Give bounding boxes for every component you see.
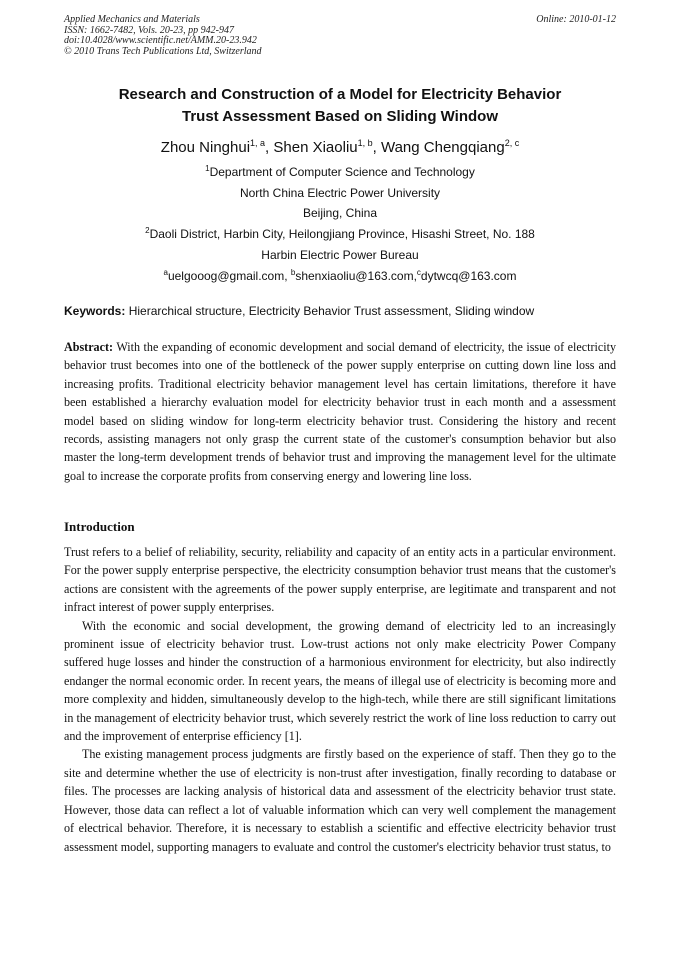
email-mark: b — [290, 267, 296, 277]
body-text — [64, 543, 616, 856]
email-address[interactable]: uelgooog@gmail.com, — [167, 268, 291, 283]
abstract-text: With the expanding of economic development and social demand of electricity, the issue of electricity behavior trust becomes into one of the bottleneck of the power supply enterprise on cutting down line loss and increasing profits. Traditional electricity behavior management level has certain limitations, therefore it have been established a hierarchy evaluation model for electricity behavior trust in each month and a assessment model based on sliding window for long-term electricity behavior trust. Considering the history and recent records, assisting managers not only grasp the current state of the customer's consumption behavior but also master the long-term development trends of behavior trust and improving the management level for the ultimate goal to increase the corporate profits from conserving energy and lowering line loss. — [64, 340, 616, 483]
email-mark: a — [163, 267, 168, 277]
affiliation-line: Harbin Electric Power Bureau — [261, 247, 419, 262]
journal-name: Applied Mechanics and Materials — [64, 14, 200, 25]
paragraph: The existing management process judgments are firstly based on the experience of staff. Then they go to the site and determine whether the use of electricity is non-trust after investigation, finally recording to database or files. The processes are lacking analysis of historical data and assessment of the electricity behavior trust state. However, those data can reflect a lot of valuable information which can very well complement the management of electrical behavior. Therefore, it is necessary to establish a scientific and effective electricity behavior trust assessment model, supporting managers to evaluate and control the customer's electricity behavior trust status, to — [64, 747, 616, 854]
author-name: Zhou Ninghui — [160, 139, 251, 156]
author-affiliation-mark: 1, b — [357, 138, 373, 148]
paragraph: With the economic and social development, the growing demand of electricity led to an increasingly prominent issue of electricity behavior trust. Low-trust actions not only make electricity Power Company suffered huge losses and hinder the construction of a harmonious environment for electricity, but also indirectly endanger the normal economic order. In recent years, the means of illegal use of electricity is becoming more and more complexity and hidden, simultaneously develop to the high-tech, while there are still significant limitations in the management of electricity behavior trust, which severely restrict the work of line loss reduction to carry out and the improvement of enterprise efficiency [1]. — [64, 618, 616, 744]
affiliation-mark: 2 — [145, 226, 150, 236]
paper-title — [64, 84, 616, 128]
author-list — [64, 138, 616, 158]
author-affiliation-mark: 1, a — [250, 138, 266, 148]
affiliations — [64, 162, 616, 286]
title-line: Research and Construction of a Model for Electricity Behavior — [118, 86, 562, 103]
abstract-section — [64, 338, 616, 485]
title-line: Trust Assessment Based on Sliding Window — [181, 108, 499, 125]
journal-issn: ISSN: 1662-7482, Vols. 20-23, pp 942-947 — [64, 24, 234, 36]
email-address[interactable]: shenxiaoliu@163.com, — [295, 268, 417, 283]
author-name: Shen Xiaoliu — [273, 139, 358, 156]
abstract-label: Abstract: — [64, 340, 114, 354]
affiliation-mark: 1 — [205, 164, 210, 173]
paragraph: Trust refers to a belief of reliability, security, reliability and capacity of an entity acts in a particular environment. For the power supply enterprise perspective, the electricity consumption behavior trust means that the customer's actions are consistent with the agreements of the power supply enterprise, are legitimate and transparent and not infract interest of power supply enterprises. — [64, 545, 616, 615]
author-affiliation-mark: 2, c — [504, 138, 520, 148]
keywords-section — [64, 302, 616, 320]
email-address[interactable]: dytwcq@163.com — [420, 268, 517, 283]
affiliation-line: North China Electric Power University — [239, 185, 441, 200]
author-name: Wang Chengqiang — [380, 139, 505, 156]
keywords-text: Hierarchical structure, Electricity Behavior Trust assessment, Sliding window — [128, 304, 535, 318]
journal-copyright: © 2010 Trans Tech Publications Ltd, Switzerland — [64, 45, 262, 57]
journal-header — [64, 15, 616, 57]
email-line — [64, 266, 616, 287]
journal-doi[interactable]: doi:10.4028/www.scientific.net/AMM.20-23.942 — [64, 35, 257, 47]
affiliation-line: Beijing, China — [302, 206, 378, 221]
online-date: Online: 2010-01-12 — [536, 14, 616, 25]
author-separator: , — [265, 139, 274, 156]
affiliation-line: $^1$Department of Computer Science and Technology — [205, 164, 475, 179]
affiliation-line: $^2$Daoli District, Harbin City, Heilongjiang Province, Hisashi Street, No. 188 — [145, 226, 535, 242]
section-heading: Introduction — [64, 519, 135, 534]
keywords-label: Keywords: — [64, 304, 126, 318]
author-separator: , — [372, 139, 381, 156]
email-mark: c — [416, 267, 421, 277]
